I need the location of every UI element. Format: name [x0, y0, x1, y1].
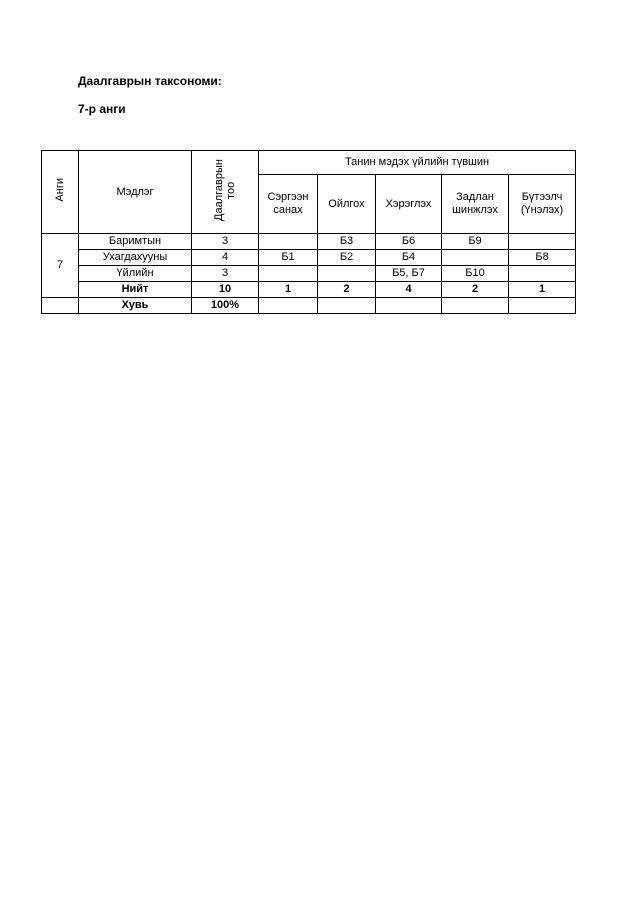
table-row: [42, 250, 576, 266]
level-header-create: [509, 175, 576, 234]
total-level-cell: 1: [259, 282, 318, 298]
share-row: [42, 298, 576, 314]
total-level-cell: 2: [318, 282, 376, 298]
level-cell: Б4: [376, 250, 442, 266]
level-header-line1: Ойлгох: [328, 197, 365, 210]
knowledge-cell: Үйлийн: [79, 266, 192, 282]
grade-cell-empty: [42, 298, 79, 314]
level-header-apply: [376, 175, 442, 234]
knowledge-cell: Баримтын: [79, 234, 192, 250]
share-label: Хувь: [79, 298, 192, 314]
level-cell: Б5, Б7: [376, 266, 442, 282]
level-cell: [318, 266, 376, 282]
level-cell: [442, 250, 509, 266]
header-row-1: [42, 151, 576, 175]
task-count-header-line1: Даалгаврын: [213, 159, 225, 221]
level-header-analyze: [442, 175, 509, 234]
count-cell: 4: [192, 250, 259, 266]
total-count: 10: [192, 282, 259, 298]
level-cell: [259, 266, 318, 282]
total-row: [42, 282, 576, 298]
total-label: Нийт: [79, 282, 192, 298]
level-header-line1: Сэргээн: [267, 191, 309, 203]
grade-header-cell: [42, 151, 79, 234]
task-count-header-line2: тоо: [225, 181, 237, 199]
level-header-line1: Бүтээлч: [521, 191, 563, 203]
level-header-line2: санах: [273, 204, 303, 216]
level-cell: Б8: [509, 250, 576, 266]
table-row: [42, 234, 576, 250]
count-cell: 3: [192, 266, 259, 282]
level-cell: [259, 234, 318, 250]
level-header-line1: Хэрэглэх: [385, 197, 432, 210]
document-title: Даалгаврын таксономи:: [78, 74, 222, 88]
level-cell: Б1: [259, 250, 318, 266]
level-cell: Б9: [442, 234, 509, 250]
grade-header: Анги: [53, 178, 66, 202]
level-cell: Б3: [318, 234, 376, 250]
level-cell: Б2: [318, 250, 376, 266]
knowledge-header: Мэдлэг: [79, 151, 192, 234]
share-level-cell: [318, 298, 376, 314]
share-level-cell: [442, 298, 509, 314]
cognitive-level-header: Танин мэдэх үйлийн түвшин: [259, 151, 576, 175]
task-count-header: [213, 159, 237, 221]
grade-cell: 7: [42, 234, 79, 298]
document-subtitle: 7-р анги: [78, 102, 126, 116]
total-level-cell: 1: [509, 282, 576, 298]
knowledge-cell: Ухагдахууны: [79, 250, 192, 266]
share-level-cell: [509, 298, 576, 314]
share-count: 100%: [192, 298, 259, 314]
total-level-cell: 4: [376, 282, 442, 298]
level-cell: Б10: [442, 266, 509, 282]
total-level-cell: 2: [442, 282, 509, 298]
level-header-line2: шинжлэх: [452, 204, 498, 216]
task-count-header-cell: [192, 151, 259, 234]
level-cell: [509, 266, 576, 282]
level-header-line1: Задлан: [456, 191, 494, 203]
level-header-remember: [259, 175, 318, 234]
share-level-cell: [259, 298, 318, 314]
table-row: [42, 266, 576, 282]
level-header-understand: [318, 175, 376, 234]
taxonomy-table: [41, 150, 576, 314]
level-cell: [509, 234, 576, 250]
count-cell: 3: [192, 234, 259, 250]
level-header-line2: (Үнэлэх): [520, 204, 564, 216]
level-cell: Б6: [376, 234, 442, 250]
share-level-cell: [376, 298, 442, 314]
